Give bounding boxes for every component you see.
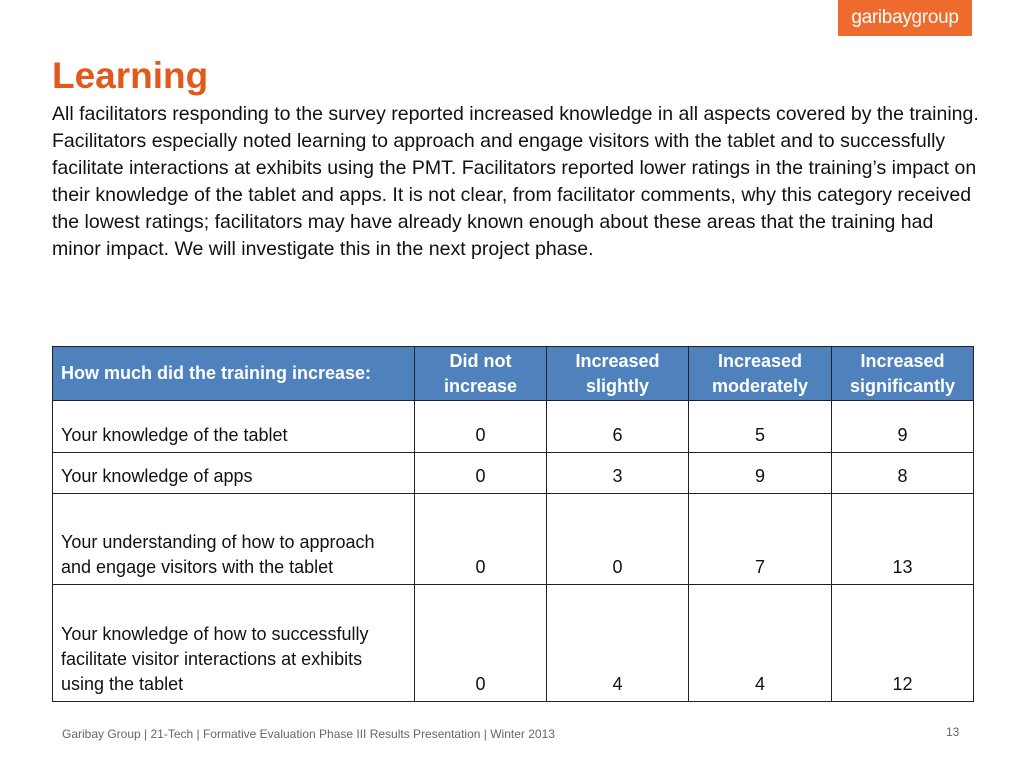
survey-results-table: [52, 346, 974, 702]
cell-increased-moderately: 5: [689, 401, 832, 453]
footer-text: Garibay Group | 21-Tech | Formative Evaluation Phase III Results Presentation | Winter 2013: [62, 727, 555, 741]
cell-increased-significantly: 13: [832, 494, 974, 585]
cell-did-not-increase: 0: [415, 585, 547, 702]
logo-part-1: garibay: [851, 7, 912, 28]
cell-increased-slightly: 6: [547, 401, 689, 453]
table-row: [53, 401, 974, 453]
table-row: [53, 585, 974, 702]
cell-increased-significantly: 9: [832, 401, 974, 453]
row-label: Your knowledge of apps: [53, 453, 415, 494]
cell-increased-significantly: 8: [832, 453, 974, 494]
body-paragraph: All facilitators responding to the survey reported increased knowledge in all aspects covered by the training. Facilitators especially noted learning to approach and engage visitors with the tablet and to successfully facilitate interactions at exhibits using the PMT. Facilitators reported lower ratings in the training’s impact on their knowledge of the tablet and apps. It is not clear, from facilitator comments, why this category received the lowest ratings; facilitators may have already known enough about these areas that the training had minor impact. We will investigate this in the next project phase.: [52, 103, 979, 260]
cell-increased-slightly: 0: [547, 494, 689, 585]
row-label: Your knowledge of the tablet: [53, 401, 415, 453]
cell-did-not-increase: 0: [415, 453, 547, 494]
row-label: Your knowledge of how to successfully facilitate visitor interactions at exhibits using the tablet: [53, 585, 415, 702]
page-title: Learning: [52, 55, 209, 96]
row-label: Your understanding of how to approach and engage visitors with the tablet: [53, 494, 415, 585]
table-header-row: [53, 347, 974, 401]
cell-did-not-increase: 0: [415, 401, 547, 453]
header-question: How much did the training increase:: [53, 347, 415, 401]
header-increased-slightly: Increased slightly: [547, 347, 689, 401]
table-row: [53, 453, 974, 494]
cell-increased-moderately: 9: [689, 453, 832, 494]
header-increased-significantly: Increased significantly: [832, 347, 974, 401]
cell-increased-slightly: 3: [547, 453, 689, 494]
logo-part-2: group: [911, 7, 959, 28]
header-increased-moderately: Increased moderately: [689, 347, 832, 401]
cell-increased-moderately: 4: [689, 585, 832, 702]
table-row: [53, 494, 974, 585]
cell-increased-slightly: 4: [547, 585, 689, 702]
cell-did-not-increase: 0: [415, 494, 547, 585]
page-number: 13: [946, 725, 960, 739]
header-did-not-increase: Did not increase: [415, 347, 547, 401]
cell-increased-significantly: 12: [832, 585, 974, 702]
cell-increased-moderately: 7: [689, 494, 832, 585]
garibay-group-logo: [838, 0, 972, 36]
